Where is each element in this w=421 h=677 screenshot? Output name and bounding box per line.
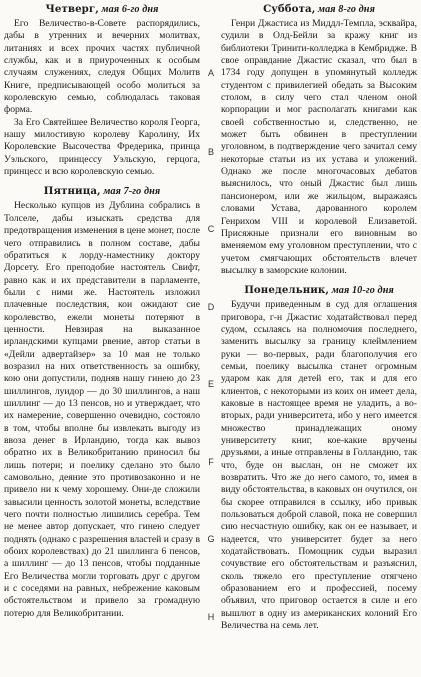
- margin-letter: H: [207, 612, 215, 622]
- paragraph: Несколько купцов из Дублина собрались в Толселе, дабы изыскать средства для предотвращения изменения в цене монет, после чего отправились в полном составе, дабы обратиться к лорду-наместнику доктору Дорсету. Его преподобие настоятель Свифт, равно как и их представители в парламенте, были с ними же. Настоятель изложил плачевные последствия, кои ожидают сие королевство, ежели монеты потеряют в ценности. Невзирая на выказанное ирландскими купцами рвение, автор статьи в «Дейли адвертайзер» за 10 мая не только возразил на них ответственность за ошибку, кою они допустили, подняв нашу гинею до 23 шиллингов, луидор — до 30 шиллингов, а наш шиллинг — до 13 пенсов, но и утверждает, что их намерение, совершенно очевидно, состояло в том, чтобы вполне бы извлекать выгоду из ввоза денег в Ирландию, тогда как вывоз обратно их в Великобританию приносил бы лишь потери; и поелику сделано это было самовольно, деяние это противозаконно и не привело ни к чему хорошему. Они-де сложили завысили ценность золотой монеты, вследствие чего почти полностью лишились серебра. Тем не менее автор допускает, что гинею следует поднять (однако с разрешения властей и сразу в обоих королевствах) до 21 шиллинга 6 пенсов, а шиллинг — до 13 пенсов, чтобы подданные Его Величества могли торговать друг с другом и с соседями на равных, небрежение каковым обстоятельством и привело за громадную потерю для Великобритании.: [4, 200, 200, 619]
- margin-letter: G: [207, 534, 215, 544]
- heading-date: мая 10-го дня: [331, 285, 394, 297]
- margin-letter: A: [207, 68, 214, 78]
- paragraph: За Его Святейшее Величество короля Георга, нашу милостивую королеву Каролину, Их Королевские Высочества Фредерика, принца Уэльского, принцессу Уэльскую, герцога, принцесс и всю королевскую семью.: [4, 116, 200, 178]
- margin-letter: C: [207, 224, 215, 234]
- margin-letter: F: [208, 457, 214, 467]
- heading-day: Пятница,: [43, 185, 101, 198]
- heading-date: мая 7-го дня: [103, 186, 161, 198]
- entry-heading-thursday: [4, 3, 200, 16]
- paragraph: Генри Джастиса из Миддл-Темпла, эсквайра, судили в Олд-Бейли за кражу книг из библиотеки Тринити-колледжа в Кембридже. В свое оправдание Джастис сказал, что был в 1734 году допущен в упомянутый колледж студентом с привилегией обедать за Высоким столом, в силу чего стал членом оной корпорации и мог располагать книгами как своей собственностью и, следственно, не может быть обвинен в преступлении уголовном, в подтверждение чего зачитал сему некоторые статьи из их устава и уложений. Однако же после многочасовых дебатов выяснилось, что оный Джастис был лишь пансионером, или же жильцом, выражаясь словами Устава, дарованного королем Генрихом VIII и королевой Елизаветой. Присяжные признали его виновным во вменяемом ему уголовном преступлении, что с учетом смягчающих обстоятельств влечет высылку в заморские колонии.: [221, 18, 417, 276]
- paragraph: Будучи приведенным в суд для оглашения приговора, г-н Джастис ходатайствовал перед судом, ссылаясь на полномочия последнего, заменить высылку за границу клеймлением руки — во-первых, ради благополучия его семьи, поелику высылка станет огромным ударом как для детей его, так и для его клиентов, с некоторыми из коих он имеет дела, каковые в настоящее время не уладить, а во-вторых, ради университета, ибо у него имеется множество принадлежащих оному университету книг, кое-какие вручены друзьями, а иные отправлены в Голландию, так что, буде он выслан, он не сможет их возвратить. Что же до него самого, то, имея в виду обстоятельства, в каковых он очутился, он бы скорее отправился в ссылку, ибо привык пользоваться доброй славой, пока не совершил сию несчастную ошибку, как он ее называет, и надеется, что университет будет за него ходатайствовать. Помощник судьи выразил сочувствие его обстоятельствам и разъяснил, сколь тяжело его преступление отягчено образованием его и профессией, посему объявил, что приговор остается в силе и его вышлют в одну из американских колоний Его Величества на семь лет.: [221, 299, 417, 632]
- margin-letter: E: [207, 379, 214, 389]
- paragraph: Его Величество-в-Совете распорядились, дабы в утренних и вечерних молитвах, литаниях и всех прочих частях публичной службы, как и в приуроченных к особым случаям служениях, следуя Общих Молитв Книге, предписывающей особо молиться за королевскую семью, соблюдалась таковая форма.: [4, 18, 200, 116]
- heading-date: мая 6-го дня: [101, 4, 159, 15]
- heading-day: Понедельник,: [244, 284, 330, 297]
- margin-letter: B: [207, 147, 214, 157]
- entry-heading-friday: [4, 185, 200, 198]
- heading-date: мая 8-го дня: [318, 4, 375, 15]
- entry-heading-monday: [221, 284, 417, 297]
- heading-day: Четверг,: [45, 3, 99, 15]
- entry-heading-saturday: [221, 3, 417, 16]
- margin-letter: D: [207, 302, 215, 312]
- right-column: [221, 3, 417, 633]
- left-column: [4, 3, 200, 620]
- heading-day: Суббота,: [263, 3, 316, 15]
